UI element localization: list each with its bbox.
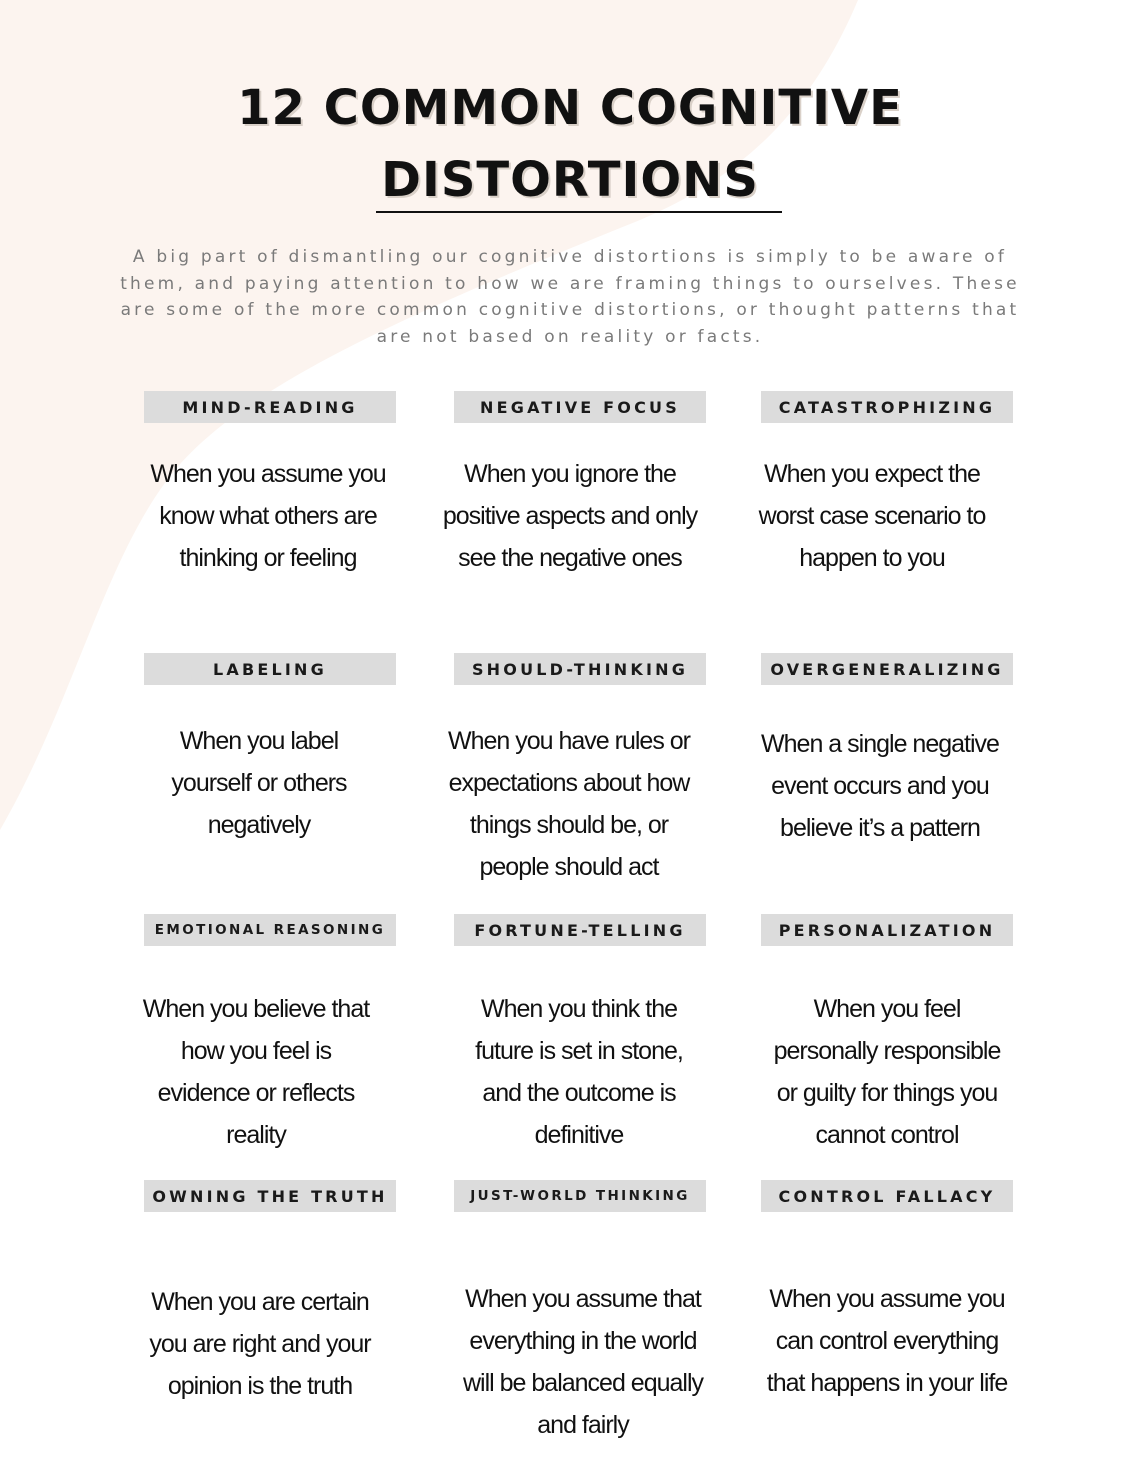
- desc-labeling: When you label yourself or others negatively: [171, 727, 347, 839]
- intro-paragraph: A big part of dismantling our cognitive distortions is simply to be aware of them, and paying attention to how we are framing things to ourselves. These are some of the more common cognitive distortions, or thought patterns that are not based on reality or facts.: [120, 247, 1020, 347]
- label-should-thinking: SHOULD-THINKING: [454, 653, 706, 685]
- label-control-fallacy: CONTROL FALLACY: [761, 1180, 1013, 1212]
- desc-just-world-thinking: When you assume that everything in the world will be balanced equally and fairly: [462, 1285, 704, 1439]
- label-emotional-reasoning: EMOTIONAL REASONING: [144, 914, 396, 946]
- label-overgeneralizing: OVERGENERALIZING: [761, 653, 1013, 685]
- label-mind-reading: MIND-READING: [144, 391, 396, 423]
- page-title-line-1: 12 COMMON COGNITIVE: [237, 80, 903, 136]
- label-personalization: PERSONALIZATION: [761, 914, 1013, 946]
- desc-personalization: When you feel personally responsible or guilty for things you cannot control: [773, 995, 1001, 1149]
- desc-mind-reading: When you assume you know what others are thinking or feeling: [150, 460, 386, 572]
- page-title-line-2: DISTORTIONS: [381, 152, 759, 208]
- label-owning-the-truth: OWNING THE TRUTH: [144, 1180, 396, 1212]
- desc-owning-the-truth: When you are certain you are right and your opinion is the truth: [149, 1288, 371, 1400]
- label-labeling: LABELING: [144, 653, 396, 685]
- label-negative-focus: NEGATIVE FOCUS: [454, 391, 706, 423]
- desc-negative-focus: When you ignore the positive aspects and only see the negative ones: [442, 460, 698, 572]
- desc-fortune-telling: When you think the future is set in stone, and the outcome is definitive: [475, 995, 683, 1149]
- desc-catastrophizing: When you expect the worst case scenario to happen to you: [758, 460, 986, 572]
- label-catastrophizing: CATASTROPHIZING: [761, 391, 1013, 423]
- desc-control-fallacy: When you assume you can control everything that happens in your life: [766, 1285, 1008, 1397]
- label-just-world-thinking: JUST-WORLD THINKING: [454, 1180, 706, 1212]
- desc-emotional-reasoning: When you believe that how you feel is evidence or reflects reality: [142, 995, 370, 1149]
- desc-overgeneralizing: When a single negative event occurs and you believe it’s a pattern: [761, 730, 999, 842]
- desc-should-thinking: When you have rules or expectations about how things should be, or people should act: [447, 727, 691, 881]
- label-fortune-telling: FORTUNE-TELLING: [454, 914, 706, 946]
- title-underline: [376, 211, 782, 213]
